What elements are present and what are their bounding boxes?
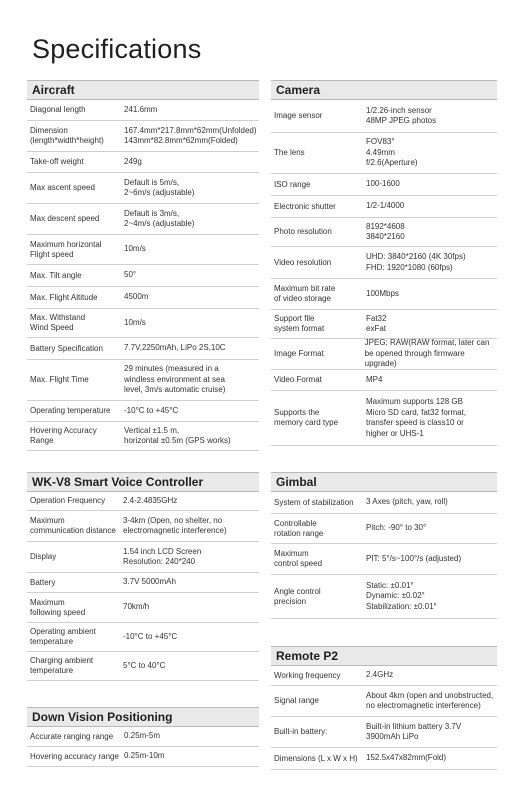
spec-row xyxy=(27,100,259,121)
spec-row xyxy=(27,401,259,422)
spec-value: 3-4km (Open, no shelter, no electromagnetic interference) xyxy=(123,515,227,535)
spec-row xyxy=(27,360,259,401)
spec-row xyxy=(27,121,259,152)
spec-row xyxy=(271,666,497,686)
spec-value: 7.7V,2250mAh, LiPo 2S,10C xyxy=(124,343,226,353)
spec-row xyxy=(27,338,259,360)
spec-row xyxy=(271,310,497,339)
spec-value: Maximum supports 128 GB Micro SD card, fat32 format, transfer speed is class10 or higher or UHS-1 xyxy=(366,397,467,438)
spec-label: Battery xyxy=(30,577,56,587)
spec-label: Accurate ranging range xyxy=(30,731,114,741)
spec-label: Image Format xyxy=(274,349,324,358)
spec-value: Default is 5m/s, 2~6m/s (adjustable) xyxy=(124,177,195,197)
spec-row xyxy=(27,492,259,511)
spec-value: 50° xyxy=(124,270,137,280)
spec-label: Dimensions (L x W x H) xyxy=(274,753,358,763)
spec-label: Supports the memory card type xyxy=(274,408,339,427)
spec-value: Pitch: -90° to 30° xyxy=(366,523,427,533)
remote-heading: Remote P2 xyxy=(271,646,497,666)
spec-label: Controllable rotation range xyxy=(274,518,324,538)
spec-value: 3 Axes (pitch, yaw, roll) xyxy=(366,497,448,507)
spec-label: System of stabilization xyxy=(274,497,354,507)
controller-section xyxy=(27,472,259,681)
spec-label: Maximum communication distance xyxy=(30,516,116,535)
spec-row xyxy=(27,542,259,573)
spec-label: Max. Withstand Wind Speed xyxy=(30,313,86,332)
spec-label: Max. Flight Altitude xyxy=(30,292,98,302)
spec-row xyxy=(27,727,259,747)
spec-label: Working frequency xyxy=(274,670,341,680)
spec-value: 1/2-1/4000 xyxy=(366,201,405,211)
spec-row xyxy=(271,279,497,310)
spec-label: Image sensor xyxy=(274,111,323,120)
spec-row xyxy=(271,218,497,247)
spec-row xyxy=(271,514,497,544)
spec-label: Battery Specification xyxy=(30,343,103,353)
spec-row xyxy=(271,339,497,370)
spec-value: 0.25m-5m xyxy=(124,731,161,741)
spec-label: Video Format xyxy=(274,375,322,384)
aircraft-rows xyxy=(27,100,259,451)
spec-row xyxy=(271,247,497,279)
spec-label: Diagonal length xyxy=(30,105,86,114)
spec-value: 29 minutes (measured in a windless environment at sea level, 3m/s automatic cruise) xyxy=(124,364,226,395)
spec-row xyxy=(271,391,497,446)
spec-value: About 4km (open and unobstructed, no electromagnetic interference) xyxy=(366,690,494,710)
spec-row xyxy=(27,152,259,173)
spec-label: Max ascent speed xyxy=(30,183,95,192)
camera-section xyxy=(271,80,497,446)
spec-value: 249g xyxy=(124,156,142,166)
spec-label: Photo resolution xyxy=(274,227,332,236)
spec-value: 4500m xyxy=(124,292,149,302)
spec-value: Default is 3m/s, 2~4m/s (adjustable) xyxy=(124,208,195,228)
spec-value: 1.54 inch LCD Screen Resolution: 240*240 xyxy=(123,546,202,566)
spec-row xyxy=(27,265,259,287)
spec-label: Maximum bit rate of video storage xyxy=(274,284,336,303)
spec-row xyxy=(271,370,497,391)
spec-value: Vertical ±1.5 m, horizontal ±0.5m (GPS works) xyxy=(124,425,231,445)
spec-value: JPEG; RAW(RAW format, later can be opened through firmware upgrade) xyxy=(364,338,490,369)
spec-value: 241.6mm xyxy=(124,104,158,114)
spec-value: 152.5x47x82mm(Fold) xyxy=(366,753,447,763)
spec-label: Operating temperature xyxy=(30,406,111,415)
spec-row xyxy=(27,623,259,652)
spec-label: Take-off weight xyxy=(30,157,84,166)
spec-value: FOV83° 4.49mm f/2.6(Aperture) xyxy=(366,137,418,168)
spec-label: ISO range xyxy=(274,179,311,189)
camera-heading: Camera xyxy=(271,80,497,100)
spec-row xyxy=(271,492,497,514)
down-vision-rows xyxy=(27,727,259,767)
spec-row xyxy=(271,717,497,748)
spec-row xyxy=(27,204,259,235)
spec-label: Charging ambient temperature xyxy=(30,656,94,675)
spec-value: 167.4mm*217.8mm*62mm(Unfolded) 143mm*82.8mm*62mm(Folded) xyxy=(124,125,257,145)
spec-value: -10°C to +45°C xyxy=(124,405,179,415)
spec-label: Operating ambient temperature xyxy=(30,627,96,646)
spec-value: PIT: 5°/s~100°/s (adjusted) xyxy=(366,553,462,563)
spec-label: Maximum following speed xyxy=(30,597,86,617)
down-vision-heading: Down Vision Positioning xyxy=(27,707,259,727)
spec-value: 5°C to 40°C xyxy=(123,660,166,670)
spec-row xyxy=(27,235,259,265)
spec-label: Maximum control speed xyxy=(274,549,323,568)
spec-label: The lens xyxy=(274,148,305,157)
spec-row xyxy=(271,133,497,174)
spec-row xyxy=(27,309,259,338)
spec-value: Fat32 exFat xyxy=(366,313,387,333)
controller-rows xyxy=(27,492,259,681)
spec-label: Hovering Accuracy Range xyxy=(30,426,97,445)
down-vision-section xyxy=(27,707,259,767)
remote-section xyxy=(271,646,497,770)
gimbal-rows xyxy=(271,492,497,619)
spec-row xyxy=(271,174,497,196)
remote-rows xyxy=(271,666,497,770)
spec-value: 0.25m-10m xyxy=(124,751,165,761)
spec-row xyxy=(27,652,259,681)
page-title: Specifications xyxy=(32,34,202,64)
spec-label: Maximum horizontal Flight speed xyxy=(30,239,102,259)
spec-value: 10m/s xyxy=(124,317,146,327)
spec-value: 8192*4608 3840*2160 xyxy=(366,221,405,241)
spec-value: 2.4GHz xyxy=(366,670,394,680)
spec-label: Video resolution xyxy=(274,257,332,267)
spec-value: 10m/s xyxy=(124,244,146,254)
spec-row xyxy=(27,573,259,593)
spec-value: -10°C to +45°C xyxy=(123,631,178,641)
spec-row xyxy=(27,173,259,204)
aircraft-heading: Aircraft xyxy=(27,80,259,100)
spec-label: Electronic shutter xyxy=(274,201,336,211)
spec-label: Display xyxy=(30,552,57,561)
spec-label: Hovering accuracy range xyxy=(30,751,119,761)
spec-label: Max. Flight Time xyxy=(30,375,89,384)
spec-label: Built-in battery: xyxy=(274,727,328,736)
spec-label: Max descent speed xyxy=(30,214,100,223)
spec-row xyxy=(271,686,497,717)
spec-label: Angle control precision xyxy=(274,586,321,606)
spec-row xyxy=(27,511,259,542)
gimbal-heading: Gimbal xyxy=(271,472,497,492)
spec-value: 100-1600 xyxy=(366,179,400,189)
camera-rows xyxy=(271,100,497,446)
spec-value: 70km/h xyxy=(123,602,150,612)
spec-row xyxy=(271,748,497,770)
gimbal-section xyxy=(271,472,497,619)
spec-label: Dimension (length*width*height) xyxy=(30,126,104,145)
spec-value: UHD: 3840*2160 (4K 30fps) FHD: 1920*1080 (60fps) xyxy=(366,252,466,272)
spec-row xyxy=(27,422,259,451)
spec-value: 1/2.26-inch sensor 48MP JPEG photos xyxy=(366,105,437,125)
spec-value: 2.4-2.4835GHz xyxy=(123,495,178,505)
spec-value: MP4 xyxy=(366,374,383,384)
spec-value: 100Mbps xyxy=(366,288,399,298)
spec-row xyxy=(27,287,259,309)
spec-row xyxy=(27,747,259,767)
spec-value: Static: ±0.01° Dynamic: ±0.02° Stabilization: ±0.01° xyxy=(366,580,437,611)
spec-label: Signal range xyxy=(274,696,319,705)
spec-row xyxy=(271,575,497,619)
spec-row xyxy=(271,196,497,218)
spec-row xyxy=(271,544,497,575)
spec-row xyxy=(271,100,497,133)
spec-label: Operation Frequency xyxy=(30,496,106,505)
spec-row xyxy=(27,593,259,623)
spec-value: 3.7V 5000mAh xyxy=(123,577,176,587)
spec-label: Support file system format xyxy=(274,314,325,333)
controller-heading: WK-V8 Smart Voice Controller xyxy=(27,472,259,492)
spec-value: Built-in lithium battery 3.7V 3900mAh LiPo xyxy=(366,721,462,741)
spec-label: Max. Tilt angle xyxy=(30,270,82,280)
aircraft-section xyxy=(27,80,259,451)
